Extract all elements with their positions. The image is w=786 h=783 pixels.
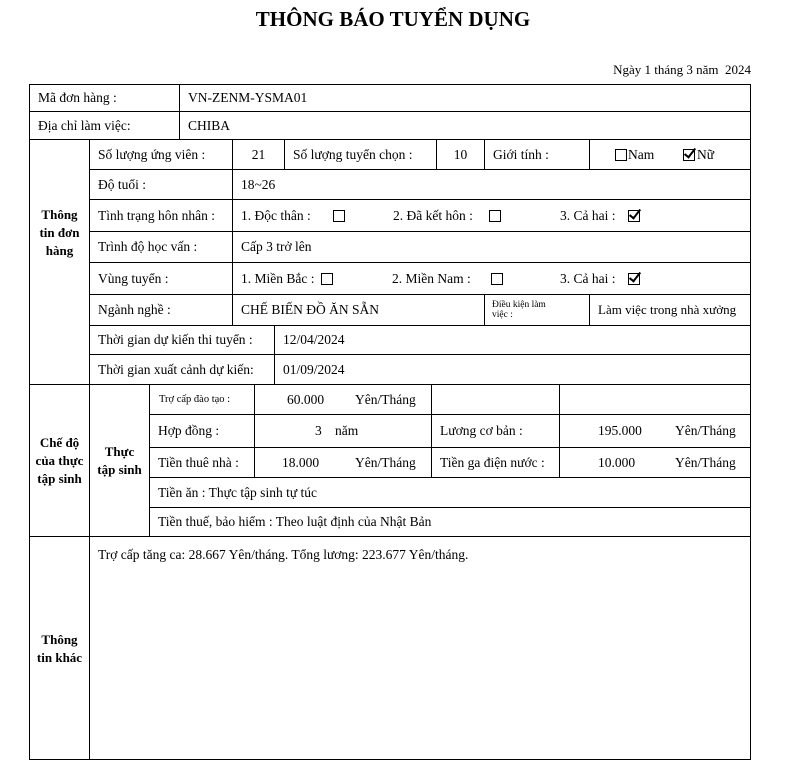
contract-unit: năm [335,423,359,438]
address-value: CHIBA [188,117,231,133]
marital-label: Tình trạng hôn nhân : [98,207,215,223]
marital-option-married [393,200,501,231]
meals-cell [150,478,751,508]
region-north-checkbox[interactable] [321,273,333,285]
address-label-cell [30,112,180,140]
gender-option-female [683,140,714,169]
marital-options-cell [233,200,751,232]
region-both-label: 3. Cả hai : [560,270,616,286]
gender-label: Giới tính : [493,146,549,162]
order-code-label: Mã đơn hàng : [38,90,117,105]
gender-female-checkbox[interactable] [683,149,695,161]
marital-single-label: 1. Độc thân : [241,207,311,223]
training-allowance-unit: Yên/Tháng [355,391,416,407]
training-allowance-label-cell [150,385,255,415]
tax-insurance-cell [150,508,751,537]
base-salary-label-cell [432,415,560,448]
marital-both-label: 3. Cả hai : [560,207,616,223]
age-value-cell [233,170,751,200]
rent-value-cell [255,448,432,478]
region-label: Vùng tuyển : [98,270,169,286]
gender-male-checkbox[interactable] [615,149,627,161]
exam-date-label-cell [90,326,275,355]
marital-label-cell [90,200,233,232]
order-code: VN-ZENM-YSMA01 [188,90,308,105]
order-code-cell [180,85,751,112]
departure-date-label: Thời gian xuất cảnh dự kiến: [98,361,254,377]
industry-label-cell [90,295,233,326]
base-salary-label: Lương cơ bản : [440,423,523,438]
gender-label-cell [485,140,590,170]
address-cell [180,112,751,140]
age-value: 18~26 [241,176,276,192]
candidates-value: 21 [251,146,266,162]
marital-both-checkbox[interactable] [628,210,640,222]
other-info-cell [90,537,751,760]
benefits-section-text: Chế độ của thực tập sinh [35,435,84,486]
education-label-cell [90,232,233,263]
rent-unit: Yên/Tháng [355,454,416,470]
meals-text: Tiền ăn : Thực tập sinh tự túc [158,484,318,500]
region-option-both [560,263,640,294]
trainee-group-text: Thực tập sinh [97,444,142,477]
selected-label: Số lượng tuyển chọn : [293,146,413,162]
document-date: Ngày 1 tháng 3 năm 2024 [613,62,751,77]
selected-value-cell [437,140,485,170]
utilities-label: Tiền ga điện nước : [440,454,545,470]
order-info-section-text: Thông tin đơn hàng [39,207,80,258]
utilities-value-cell [560,448,751,478]
marital-single-checkbox[interactable] [333,210,345,222]
gender-options-cell [590,140,751,170]
gender-male-label: Nam [628,146,655,162]
training-allowance-value-cell [255,385,432,415]
selected-value: 10 [453,146,468,162]
industry-value-cell [233,295,485,326]
candidates-label-cell [90,140,233,170]
other-info-section-label [30,537,90,760]
candidates-label: Số lượng ứng viên : [98,146,206,162]
rent-label: Tiền thuê nhà : [158,454,239,470]
departure-date-label-cell [90,355,275,385]
education-value-cell [233,232,751,263]
contract-label: Hợp đồng : [158,423,220,438]
selected-label-cell [285,140,437,170]
marital-married-checkbox[interactable] [489,210,501,222]
region-south-label: 2. Miền Nam : [392,270,471,286]
empty-cell [560,385,751,415]
tax-insurance-text: Tiền thuế, bảo hiểm : Theo luật định của Nhật Bản [158,514,432,529]
age-label: Độ tuổi : [98,176,147,192]
utilities-amount: 10.000 [598,454,636,470]
gender-option-male [615,140,654,169]
trainee-group-label [90,385,150,537]
marital-option-single [241,200,345,231]
recruitment-table [29,84,751,760]
base-salary-value-cell [560,415,751,448]
exam-date-label: Thời gian dự kiến thi tuyển : [98,332,253,347]
rent-label-cell [150,448,255,478]
order-info-section-label [30,140,90,385]
training-allowance-label: Trợ cấp đào tạo : [159,393,231,405]
conditions-value-cell [590,295,751,326]
order-code-label-cell [30,85,180,112]
education-value: Cấp 3 trở lên [241,239,312,254]
base-salary-unit: Yên/Tháng [675,423,736,438]
region-south-checkbox[interactable] [491,273,503,285]
education-label: Trình độ học vấn : [98,239,198,254]
contract-amount: 3 [315,423,322,438]
region-north-label: 1. Miền Bắc : [241,270,315,286]
region-option-north [241,263,333,294]
rent-amount: 18.000 [282,454,320,470]
benefits-section-label [30,385,90,537]
conditions-label: Điều kiện làm việc : [492,300,546,320]
training-allowance-amount: 60.000 [287,391,325,407]
departure-date-cell [275,355,751,385]
candidates-value-cell [233,140,285,170]
address-label: Địa chỉ làm việc: [38,117,131,133]
utilities-label-cell [432,448,560,478]
contract-label-cell [150,415,255,448]
contract-value-cell [255,415,432,448]
base-salary-amount: 195.000 [598,423,642,438]
conditions-label-cell [485,295,590,326]
marital-option-both [560,200,640,231]
other-info-text: Trợ cấp tăng ca: 28.667 Yên/tháng. Tổng lương: 223.677 Yên/tháng. [98,547,469,562]
document-title: THÔNG BÁO TUYỂN DỤNG [255,7,531,31]
age-label-cell [90,170,233,200]
marital-married-label: 2. Đã kết hôn : [393,207,473,223]
region-option-south [392,263,503,294]
utilities-unit: Yên/Tháng [675,454,736,470]
region-label-cell [90,263,233,295]
gender-female-label: Nữ [697,146,715,162]
exam-date-value: 12/04/2024 [283,332,345,347]
exam-date-cell [275,326,751,355]
industry-label: Ngành nghề : [98,302,171,317]
industry-value: CHẾ BIẾN ĐỒ ĂN SẴN [241,302,379,317]
departure-date-value: 01/09/2024 [283,361,345,377]
other-info-section-text: Thông tin khác [36,632,83,665]
region-both-checkbox[interactable] [628,273,640,285]
region-options-cell [233,263,751,295]
empty-cell [432,385,560,415]
conditions-value: Làm việc trong nhà xưởng [598,302,737,317]
